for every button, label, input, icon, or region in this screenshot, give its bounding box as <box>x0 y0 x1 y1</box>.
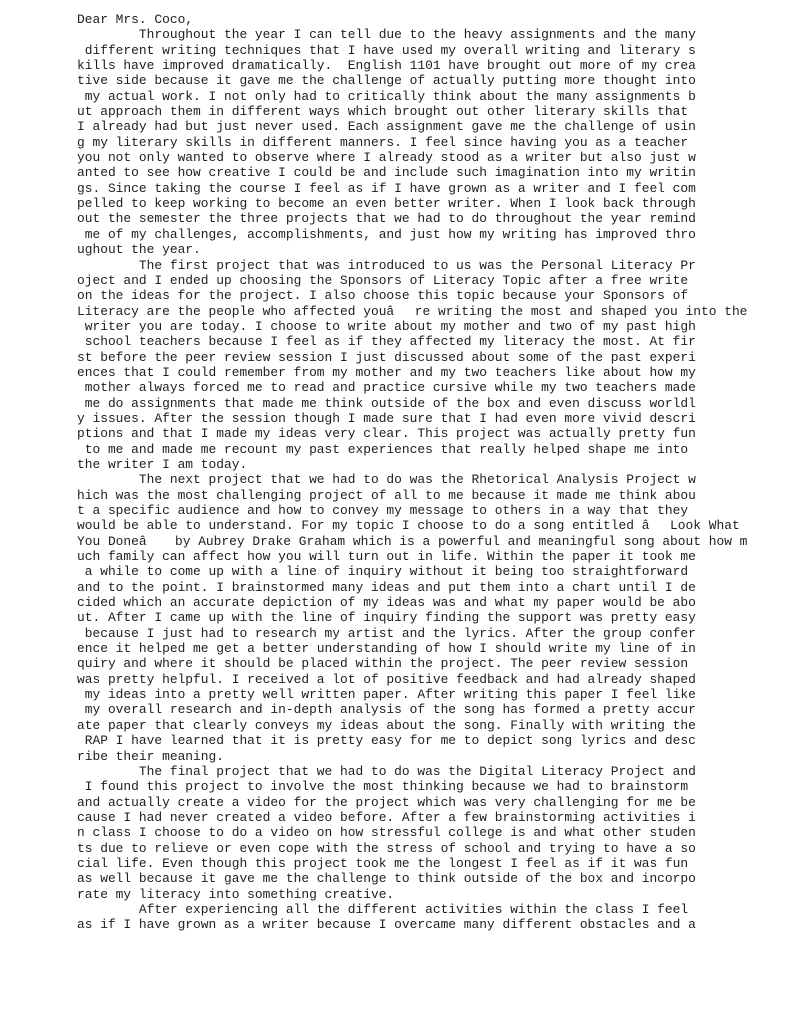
text-line: different writing techniques that I have used my overall writing and literary s <box>77 42 696 58</box>
text-line: out the semester the three projects that we had to do throughout the year remind <box>77 211 696 227</box>
text-line: a while to come up with a line of inquiry without it being too straightforward <box>77 564 689 580</box>
text-line: ut approach them in different ways which brought out other literary skills that <box>77 104 689 120</box>
text-line: ence it helped me get a better understanding of how I should write my line of in <box>77 641 696 657</box>
text-line: was pretty helpful. I received a lot of positive feedback and had already shaped <box>77 671 696 687</box>
text-line: on the ideas for the project. I also choose this topic because your Sponsors of <box>77 288 689 304</box>
text-line: ate paper that clearly conveys my ideas about the song. Finally with writing the <box>77 717 696 733</box>
text-line: anted to see how creative I could be and include such imagination into my writin <box>77 165 696 181</box>
text-line: ences that I could remember from my mother and my two teachers like about how my <box>77 364 696 380</box>
text-line: gs. Since taking the course I feel as if I have grown as a writer and I feel com <box>77 180 696 196</box>
text-line: The final project that we had to do was the Digital Literacy Project and <box>77 763 696 779</box>
text-line: hich was the most challenging project of all to me because it made me think abou <box>77 487 696 503</box>
text-line: would be able to understand. For my topic I choose to do a song entitled âLook What <box>77 518 740 534</box>
text-line: The first project that was introduced to us was the Personal Literacy Pr <box>77 257 696 273</box>
text-line: mother always forced me to read and practice cursive while my two teachers made <box>77 380 696 396</box>
text-line: I found this project to involve the most thinking because we had to brainstorm <box>77 779 689 795</box>
text-line: tive side because it gave me the challenge of actually putting more thought into <box>77 73 696 89</box>
text-line: writer you are today. I choose to write about my mother and two of my past high <box>77 318 696 334</box>
text-line: g my literary skills in different manners. I feel since having you as a teacher <box>77 134 689 150</box>
text-line: I already had but just never used. Each assignment gave me the challenge of usin <box>77 119 696 135</box>
text-line: school teachers because I feel as if they affected my literacy the most. At fir <box>77 334 696 350</box>
text-line: cause I had never created a video before. After a few brainstorming activities i <box>77 809 696 825</box>
text-line: uch family can affect how you will turn out in life. Within the paper it took me <box>77 549 696 565</box>
text-line: and actually create a video for the project which was very challenging for me be <box>77 794 696 810</box>
document-text <box>77 12 747 933</box>
text-line: as well because it gave me the challenge to think outside of the box and incorpo <box>77 871 696 887</box>
text-line: ughout the year. <box>77 242 201 258</box>
text-line: you not only wanted to observe where I already stood as a writer but also just w <box>77 150 696 166</box>
text-line: ptions and that I made my ideas very clear. This project was actually pretty fun <box>77 426 696 442</box>
text-line: because I just had to research my artist and the lyrics. After the group confer <box>77 625 696 641</box>
text-line: oject and I ended up choosing the Sponsors of Literacy Topic after a free write <box>77 272 689 288</box>
text-line: The next project that we had to do was the Rhetorical Analysis Project w <box>77 472 696 488</box>
text-line: ribe their meaning. <box>77 748 224 764</box>
text-line: t a specific audience and how to convey my message to others in a way that they <box>77 503 689 518</box>
text-line: ut. After I came up with the line of inquiry finding the support was pretty easy <box>77 610 696 626</box>
text-line: st before the peer review session I just discussed about some of the past experi <box>77 349 696 365</box>
text-line: as if I have grown as a writer because I overcame many different obstacles and a <box>77 917 696 933</box>
text-line: y issues. After the session though I made sure that I had even more vivid descri <box>77 410 696 426</box>
text-line: Dear Mrs. Coco, <box>77 12 194 27</box>
text-line: cial life. Even though this project took me the longest I feel as if it was fun <box>77 855 689 871</box>
text-line: my overall research and in-depth analysis of the song has formed a pretty accur <box>77 702 696 718</box>
text-line: Throughout the year I can tell due to the heavy assignments and the many <box>77 27 696 43</box>
text-line: kills have improved dramatically. English 1101 have brought out more of my crea <box>77 58 696 74</box>
text-line: the writer I am today. <box>77 456 248 472</box>
text-line: Literacy are the people who affected youâre writing the most and shaped you into the <box>77 303 748 319</box>
text-line: my ideas into a pretty well written paper. After writing this paper I feel like <box>77 687 696 703</box>
text-line: me do assignments that made me think outside of the box and even discuss worldl <box>77 395 696 411</box>
text-line: quiry and where it should be placed within the project. The peer review session <box>77 656 689 672</box>
text-line: You Doneâ by Aubrey Drake Graham which is a powerful and meaningful song about how m <box>77 533 748 549</box>
text-line: ts due to relieve or even cope with the stress of school and trying to have a so <box>77 840 696 856</box>
text-line: and to the point. I brainstormed many ideas and put them into a chart until I de <box>77 579 696 595</box>
text-line: to me and made me recount my past experiences that really helped shape me into <box>77 441 689 457</box>
text-line: n class I choose to do a video on how stressful college is and what other studen <box>77 825 696 841</box>
text-line: RAP I have learned that it is pretty easy for me to depict song lyrics and desc <box>77 733 696 749</box>
text-line: rate my literacy into something creative. <box>77 886 395 902</box>
text-line: pelled to keep working to become an even better writer. When I look back through <box>77 196 696 212</box>
text-line: After experiencing all the different activities within the class I feel <box>77 901 689 917</box>
text-line: me of my challenges, accomplishments, and just how my writing has improved thro <box>77 226 696 242</box>
text-line: cided which an accurate depiction of my ideas was and what my paper would be abo <box>77 595 696 611</box>
text-line: my actual work. I not only had to critically think about the many assignments b <box>77 88 696 104</box>
